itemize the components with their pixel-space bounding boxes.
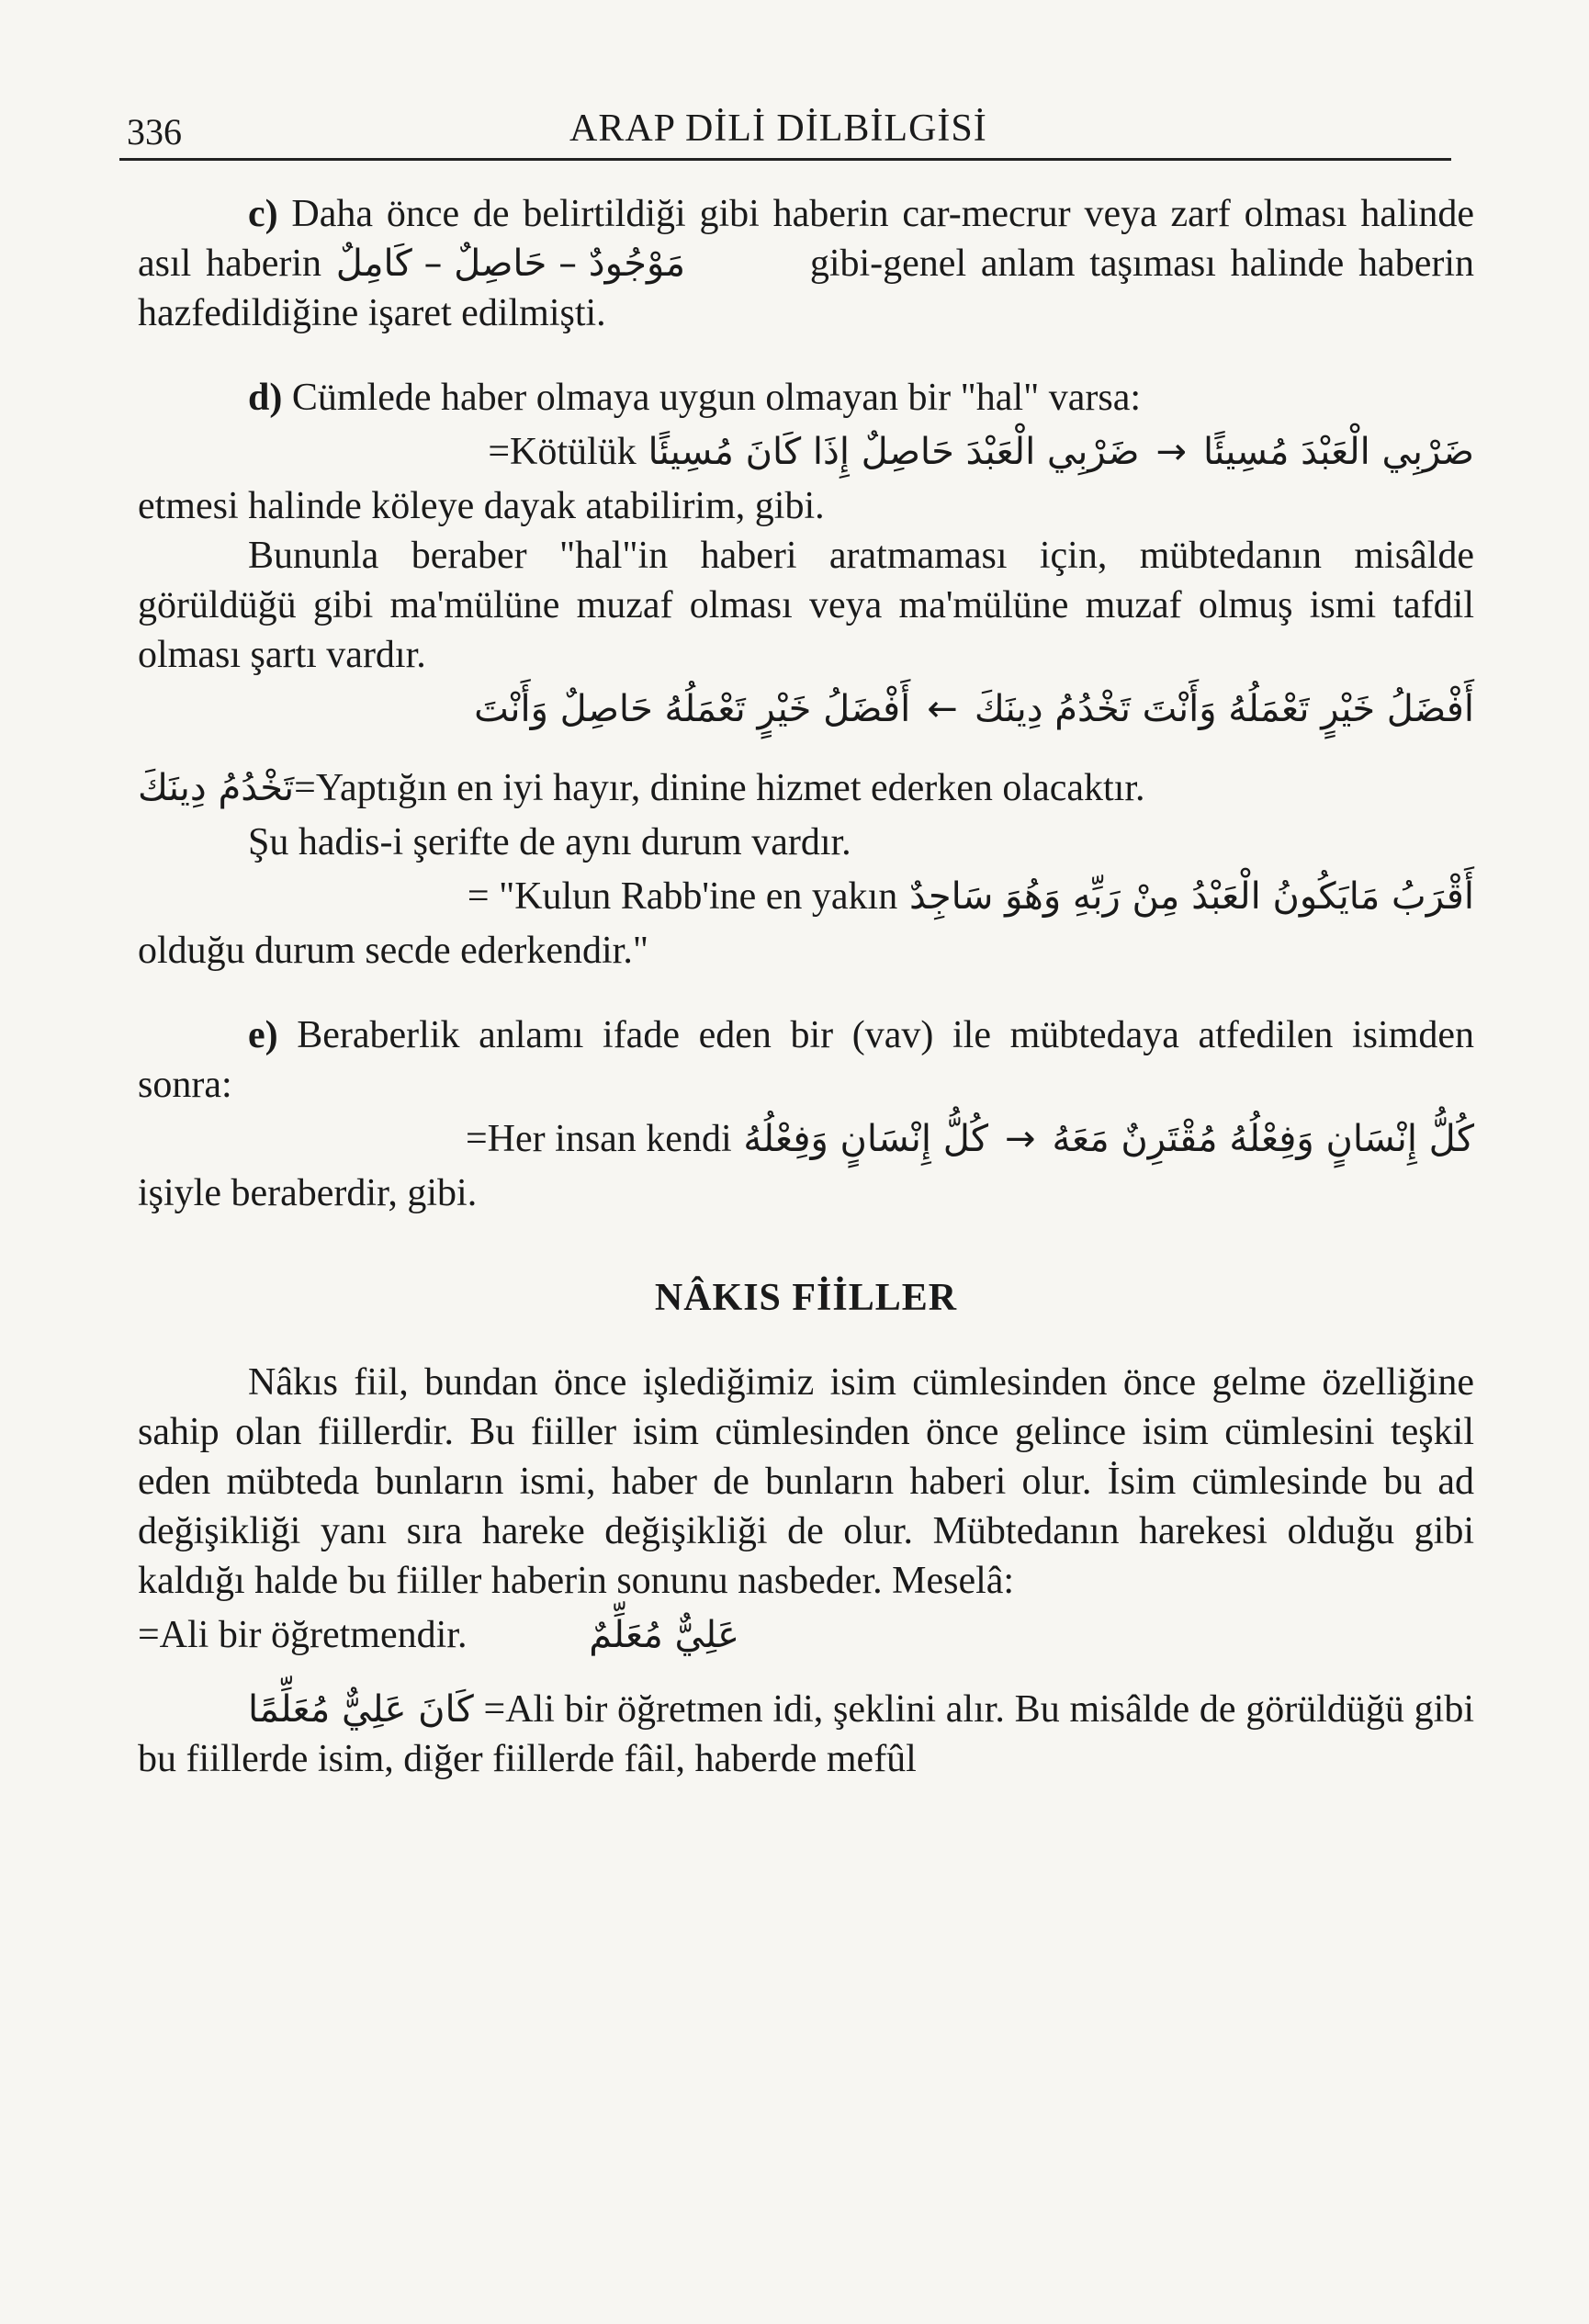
arrow-icon: ← [927,688,958,730]
section-c-paragraph [138,189,1474,338]
section-d-ex1-arabic-b: ضَرْبِي الْعَبْدَ حَاصِلٌ إِذَا كَانَ مُسِيئًا [648,431,1140,473]
section-d-example-2-line-2 [138,759,1474,818]
section-e-ex-arabic-b: كُلُّ إِنْسَانٍ وَفِعْلُهُ [743,1118,989,1160]
section-c-label: c) [248,193,278,235]
section-d-ex3-meaning: = "Kulun Rabb'ine en yakın [467,875,898,918]
section-e-intro [138,1010,1474,1110]
section-e-example [138,1110,1474,1168]
section-d-ex2-meaning: =Yaptığın en iyi hayır, dinine hizmet ederken olacaktır. [294,767,1145,809]
section-d-ex2-arabic-c: تَخْدُمُ دِينَكَ [138,767,295,809]
section-d-label: d) [248,377,283,419]
section-d-ex1-meaning: =Kötülük [488,431,637,473]
section-e-intro-text: Beraberlik anlamı ifade eden bir (vav) ile mübtedaya atfedilen isimden sonra: [138,1014,1474,1106]
section-d-ex2-arabic-a: أَفْضَلُ خَيْرٍ تَعْمَلُهُ وَأَنْتَ تَخْدُمُ دِينَكَ [974,688,1474,730]
section-d-ex2-arabic-b: أَفْضَلُ خَيْرٍ تَعْمَلُهُ حَاصِلٌ وَأَنْتَ [474,688,911,730]
section-d-ex3-arabic: أَقْرَبُ مَايَكُونُ الْعَبْدُ مِنْ رَبِّهِ وَهُوَ سَاجِدٌ [908,875,1474,918]
section-d-paragraph-3: Şu hadis-i şerifte de aynı durum vardır. [248,821,851,863]
section-e-ex-arabic-a: كُلُّ إِنْسَانٍ وَفِعْلُهُ مُقْتَرِنٌ مَعَهُ [1052,1118,1474,1160]
section-d-example-2 [138,680,1474,739]
section-e-label: e) [248,1014,278,1056]
nakis-ex1-meaning: =Ali bir öğretmendir. [138,1614,468,1656]
nakis-ex1-arabic: عَلِيٌّ مُعَلِّمٌ [589,1614,739,1656]
section-c-text-2: gibi-genel anlam taşıması halinde haberin hazfedildiğine işaret edilmişti. [138,243,1475,334]
section-d-intro [138,373,1474,423]
section-d-example-3 [138,867,1474,926]
section-d-example-1 [138,423,1474,481]
arrow-icon: → [1005,1118,1036,1160]
nakis-ex2-arabic: كَانَ عَلِيٌّ مُعَلِّمًا [248,1688,474,1731]
page-header [119,103,1451,161]
page-body [138,189,1474,1784]
nakis-paragraph-1: Nâkıs fiil, bundan önce işlediğimiz isim cümlesinden önce gelme özelliğine sahip olan fiillerdir. Bu fiiller isim cümlesinden önce gelince isim cümlesini teşkil eden mübteda bunların ismi, haber de bunların haberi olur. İsim cümlesinde bu ad değişikliği yanı sıra hareke değişikliği de olur. Mübtedanın harekesi olduğu gibi kaldığı halde bu fiiller haberin sonunu nasbeder. Meselâ: [138,1361,1474,1602]
running-title: ARAP DİLİ DİLBİLGİSİ [569,107,987,150]
section-e-ex-meaning: =Her insan kendi [466,1118,732,1160]
section-c-arabic: مَوْجُودٌ – حَاصِلٌ – كَامِلٌ [335,243,686,285]
page-number: 336 [127,111,182,152]
section-d-ex3-continuation: olduğu durum secde ederkendir." [138,930,648,972]
nakis-example-2 [138,1685,1474,1784]
arrow-icon: → [1155,431,1187,473]
section-d-intro-text: Cümlede haber olmaya uygun olmayan bir "hal" varsa: [282,377,1142,419]
section-d-ex1-continuation: etmesi halinde köleye dayak atabilirim, gibi. [138,485,825,527]
nakis-ex2-meaning: =Ali bir öğretmen idi, şeklini alır. Bu misâlde de görüldüğü gibi bu fiillerde isim, diğer fiillerde fâil, haberde mefûl [138,1688,1474,1780]
section-e-ex-continuation: işiyle beraberdir, gibi. [138,1172,478,1214]
section-d-paragraph-2: Bununla beraber "hal"in haberi aratmaması için, mübtedanın misâlde görüldüğü gibi ma'mülüne muzaf olması veya ma'mülüne muzaf olmuş ismi tafdil olması şartı vardır. [138,535,1474,676]
section-d-ex1-arabic-a: ضَرْبِي الْعَبْدَ مُسِيئًا [1202,431,1474,473]
section-heading-nakis-fiiller: NÂKIS FİİLLER [654,1277,958,1319]
nakis-example-1 [138,1606,1474,1664]
section-c-text-1: Daha önce de belirtildiği gibi haberin car-mecrur veya zarf olması halinde asıl haberin [138,193,1474,285]
